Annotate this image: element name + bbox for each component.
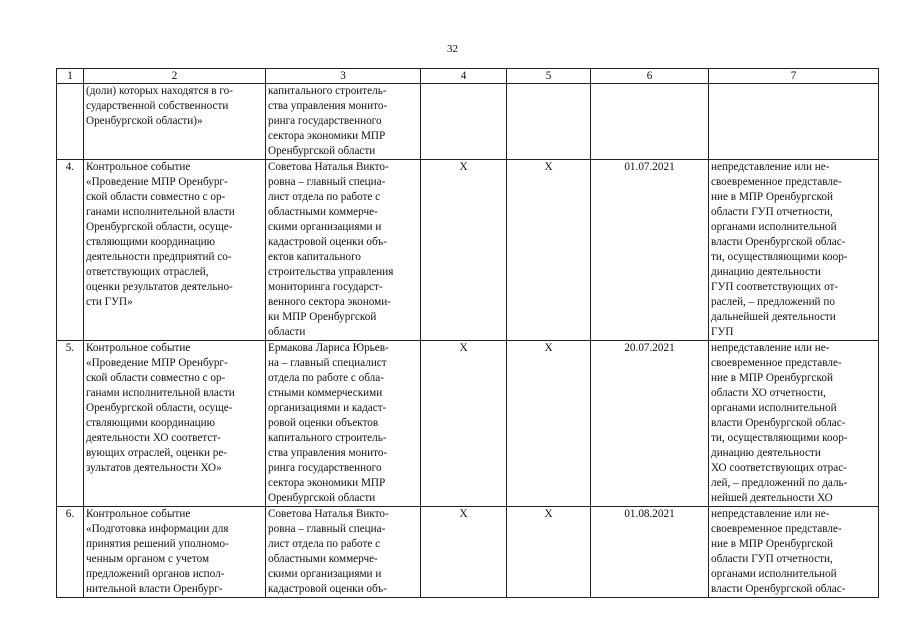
cell-line: сектора экономики МПР (268, 477, 386, 489)
cell-line: органами исполнительной (711, 402, 837, 414)
cell-line: непредставление или не- (711, 161, 830, 173)
cell-line: власти Оренбургской облас- (711, 583, 846, 595)
column-header: 6 (591, 69, 709, 84)
cell-text: Х (459, 508, 468, 520)
cell-line: зультатов деятельности ХО» (86, 462, 222, 474)
cell-line: нейшей деятельности ХО (711, 492, 833, 504)
cell-line: нительной власти Оренбург- (86, 583, 223, 595)
cell-line: области ГУП отчетности, (711, 553, 833, 565)
cell-line: капитального строитель- (268, 85, 387, 97)
cell-line: сектора экономики МПР (268, 130, 386, 142)
cell-line: лист отдела по работе с (268, 191, 381, 203)
cell-line: ской области совместно с ор- (86, 372, 226, 384)
event-cell (84, 160, 266, 341)
cell-text: 20.07.2021 (624, 342, 675, 354)
cell-line: на – главный специалист (268, 357, 387, 369)
cell-text: 6. (65, 508, 75, 520)
event-cell (84, 341, 266, 507)
cell-line: венного сектора экономи- (268, 296, 391, 308)
cell-line: ХО соответствующих отрас- (711, 462, 847, 474)
cell-line: стными коммерческими (268, 387, 383, 399)
date-cell (591, 507, 709, 598)
cell-line: ченным органом с учетом (86, 553, 210, 565)
cell-line: ровой оценки объектов (268, 417, 379, 429)
cell-line: ровна – главный специа- (268, 176, 386, 188)
col4-cell (421, 341, 507, 507)
cell-line: Советова Наталья Викто- (268, 508, 389, 520)
cell-line: ГУП соответствующих от- (711, 281, 839, 293)
cell-line: ние в МПР Оренбургской (711, 372, 833, 384)
column-header: 4 (421, 69, 507, 84)
cell-line: (доли) которых находятся в го- (86, 85, 233, 97)
cell-line: отдела по работе с обла- (268, 372, 384, 384)
cell-line: Оренбургской области, осуще- (86, 221, 233, 233)
row-number-cell (57, 84, 84, 160)
cell-text: 01.08.2021 (624, 508, 675, 520)
cell-line: Оренбургской области (268, 492, 376, 504)
date-cell (591, 341, 709, 507)
cell-line: Оренбургской области, осуще- (86, 402, 233, 414)
cell-line: ства управления монито- (268, 100, 388, 112)
cell-text: Х (544, 161, 553, 173)
column-header: 7 (709, 69, 879, 84)
cell-line: сударственной собственности (86, 100, 229, 112)
cell-line: Оренбургской области (268, 145, 376, 157)
col5-cell (507, 507, 591, 598)
table-row (57, 341, 879, 507)
cell-line: ровна – главный специа- (268, 523, 386, 535)
row-number-cell (57, 160, 84, 341)
cell-line: области ГУП отчетности, (711, 206, 833, 218)
cell-line: Оренбургской области)» (86, 115, 203, 127)
cell-text: Х (544, 342, 553, 354)
cell-line: строительства управления (268, 266, 394, 278)
cell-line: ответствующих отраслей, (86, 266, 209, 278)
cell-line: дальнейшей деятельности (711, 311, 836, 323)
cell-line: капитального строитель- (268, 432, 387, 444)
cell-line: Советова Наталья Викто- (268, 161, 389, 173)
col5-cell (507, 341, 591, 507)
cell-line: непредставление или не- (711, 508, 830, 520)
cell-line: лей, – предложений по даль- (711, 477, 848, 489)
cell-line: ГУП (711, 326, 734, 338)
result-cell (709, 341, 879, 507)
cell-line: своевременное представле- (711, 523, 842, 535)
cell-line: органами исполнительной (711, 221, 837, 233)
row-number-cell (57, 507, 84, 598)
cell-line: кадастровой оценки объ- (268, 583, 387, 595)
col5-cell (507, 84, 591, 160)
cell-line: ектов капитального (268, 251, 361, 263)
cell-line: областными коммерче- (268, 553, 378, 565)
cell-text: 4. (65, 161, 75, 173)
event-cell (84, 507, 266, 598)
cell-line: своевременное представле- (711, 357, 842, 369)
table-row (57, 160, 879, 341)
result-cell (709, 507, 879, 598)
cell-line: ствляющими координацию (86, 236, 216, 248)
cell-line: ганами исполнительной власти (86, 387, 235, 399)
responsible-cell (266, 160, 421, 341)
cell-line: ствляющими координацию (86, 417, 216, 429)
result-cell (709, 160, 879, 341)
cell-line: ки МПР Оренбургской (268, 311, 377, 323)
row-number-cell (57, 341, 84, 507)
col5-cell (507, 160, 591, 341)
responsible-cell (266, 341, 421, 507)
cell-line: деятельности ХО соответст- (86, 432, 221, 444)
cell-line: ти, осуществляющими коор- (711, 432, 848, 444)
cell-line: непредставление или не- (711, 342, 830, 354)
responsible-cell (266, 84, 421, 160)
cell-line: оценки результатов деятельно- (86, 281, 233, 293)
header-row (57, 69, 879, 84)
cell-line: организациями и кадаст- (268, 402, 387, 414)
cell-text: Х (544, 508, 553, 520)
cell-line: деятельности предприятий со- (86, 251, 232, 263)
cell-line: ринга государственного (268, 462, 382, 474)
cell-line: мониторинга государст- (268, 281, 383, 293)
cell-line: вующих отраслей, оценки ре- (86, 447, 228, 459)
cell-line: власти Оренбургской облас- (711, 417, 846, 429)
page-number: 32 (447, 43, 458, 55)
cell-line: раслей, – предложений по (711, 296, 835, 308)
cell-line: сти ГУП» (86, 296, 133, 308)
cell-line: скими организациями и (268, 568, 382, 580)
column-header: 5 (507, 69, 591, 84)
cell-text: 01.07.2021 (624, 161, 675, 173)
cell-line: «Подготовка информации для (86, 523, 229, 535)
table-row (57, 507, 879, 598)
date-cell (591, 84, 709, 160)
cell-line: ние в МПР Оренбургской (711, 538, 833, 550)
cell-line: органами исполнительной (711, 568, 837, 580)
cell-line: областными коммерче- (268, 206, 378, 218)
cell-line: динацию деятельности (711, 266, 821, 278)
cell-line: ганами исполнительной власти (86, 206, 235, 218)
cell-line: Ермакова Лариса Юрьев- (268, 342, 389, 354)
cell-line: предложений органов испол- (86, 568, 225, 580)
col4-cell (421, 84, 507, 160)
cell-line: динацию деятельности (711, 447, 821, 459)
cell-line: власти Оренбургской облас- (711, 236, 846, 248)
cell-line: кадастровой оценки объ- (268, 236, 387, 248)
cell-line: ской области совместно с ор- (86, 191, 226, 203)
cell-line: ти, осуществляющими коор- (711, 251, 848, 263)
column-header: 2 (84, 69, 266, 84)
cell-line: Контрольное событие (86, 161, 191, 173)
cell-line: своевременное представле- (711, 176, 842, 188)
cell-line: области ХО отчетности, (711, 387, 826, 399)
cell-text: Х (459, 161, 468, 173)
col4-cell (421, 507, 507, 598)
col4-cell (421, 160, 507, 341)
cell-text: 5. (65, 342, 75, 354)
column-header: 1 (57, 69, 84, 84)
responsible-cell (266, 507, 421, 598)
cell-line: ринга государственного (268, 115, 382, 127)
cell-line: ства управления монито- (268, 447, 388, 459)
event-cell (84, 84, 266, 160)
result-cell (709, 84, 879, 160)
cell-line: «Проведение МПР Оренбург- (86, 176, 228, 188)
cell-line: области (268, 326, 306, 338)
cell-line: Контрольное событие (86, 342, 191, 354)
plan-table (56, 68, 879, 598)
table-row (57, 84, 879, 160)
cell-line: «Проведение МПР Оренбург- (86, 357, 228, 369)
column-header: 3 (266, 69, 421, 84)
date-cell (591, 160, 709, 341)
cell-line: лист отдела по работе с (268, 538, 381, 550)
cell-line: Контрольное событие (86, 508, 191, 520)
cell-line: скими организациями и (268, 221, 382, 233)
cell-line: принятия решений уполномо- (86, 538, 229, 550)
cell-text: Х (459, 342, 468, 354)
cell-line: ние в МПР Оренбургской (711, 191, 833, 203)
